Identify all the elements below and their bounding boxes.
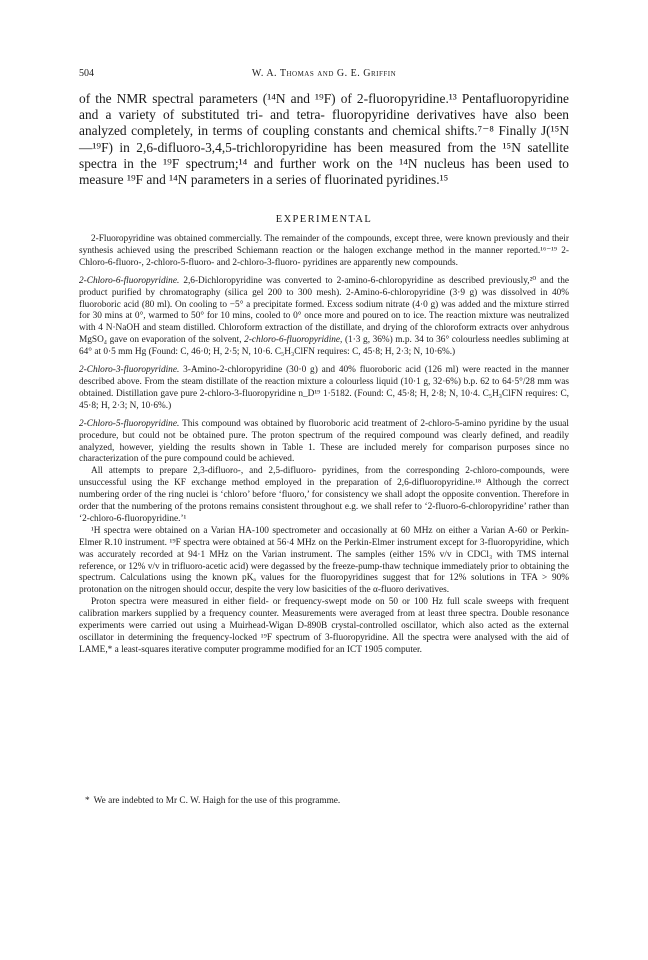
paragraph-2-chloro-6-fluoropyridine bbox=[79, 276, 569, 359]
paragraph-2-chloro-3-fluoropyridine bbox=[79, 365, 569, 413]
footnote-mark: * bbox=[85, 796, 90, 806]
paragraph-text: 2,6-Dichloropyridine was converted to 2-amino-6-chloropyridine as described previously,²⁰ and the product purified by chromatography (silica gel 200 to 300 mesh). 2-Amino-6-chloropyridine (3·9 g) was dissolved in 40% fluoroboric acid (80 ml). On cooling to −5° a precipitate formed. Excess sodium nitrate (4·0 g) was added and the mixture stirred for 30 mins at 0°, warmed to 50° for 10 mins, cooled to 0° once more and poured on to ice. The reaction mixture was neutralized with 4 N·NaOH and steam distilled. Chloroform extraction of the distillate, and drying of the chloroform extracts over anhydrous MgSO₄ gave on evaporation of the solvent, bbox=[79, 275, 569, 346]
page-header bbox=[79, 68, 569, 82]
section-heading: EXPERIMENTAL bbox=[275, 214, 373, 225]
intro-paragraph: of the NMR spectral parameters (¹⁴N and ¹⁹F) of 2-fluoropyridine.¹³ Pentafluoropyridine and a variety of substituted tri- and tetra- fluoropyridine derivatives have also been analyzed completely, in terms of coupling constants and chemical shifts.⁷⁻⁸ Finally J(¹⁵N—¹⁹F) in 2,6-difluoro-3,4,5-trichloropyridine has been measured from the ¹⁵N satellite spectra in the ¹⁹F spectrum;¹⁴ and further work on the ¹⁴N nucleus has been used to measure ¹⁹F and ¹⁴N parameters in a series of fluorinated pyridines.¹⁵ bbox=[79, 91, 569, 188]
experimental-body bbox=[79, 234, 569, 657]
journal-page bbox=[79, 0, 569, 960]
page-number: 504 bbox=[79, 68, 94, 79]
paragraph-difluoro-attempts: All attempts to prepare 2,3-difluoro-, and 2,5-difluoro- pyridines, from the corresponding 2-chloro-compounds, were unsuccessful using the KF exchange method employed in the preparation of 2,6-difluoropyridine.¹⁸ Although the correct numbering order of the ring nuclei is ‘chloro’ before ‘fluoro,’ for consistency we shall adopt the opposite convention. Therefore in order that the numbering of the protons remains consistent throughout e.g. we shall refer to ‘2-fluoro-6-chloropyridine’ rather than ‘2-chloro-6-fluoropyridine.’¹ bbox=[79, 466, 569, 524]
paragraph-text: 3-Amino-2-chloropyridine (30·0 g) and 40% fluoroboric acid (126 ml) were reacted in the manner described above. From the steam distillate of the reaction mixture a colourless liquid (10·1 g, 32·6%) b.p. 62 to 64·5°/28 mm was obtained. Distillation gave pure 2-chloro-3-fluoropyridine n_D¹⁹ 1·5182. (Found: C, 45·8; H, 2·8; N, 10·4. C₅H₃ClFN requires: C, 45·8; H, 2·3; N, 10·6%.) bbox=[79, 365, 569, 411]
compound-title: 2-Chloro-6-fluoropyridine. bbox=[79, 275, 180, 286]
compound-title: 2-Chloro-3-fluoropyridine. bbox=[79, 365, 180, 376]
paragraph-text: (1·3 g, 36%) m.p. 34 to 36° colourless needles subliming at 64° at 0·5 mm Hg (Found: C, 46·0; H, 2·5; N, 10·6. C₅H₃ClFN requires: C, 45·8; H, 2·3; N, 10·6%.) bbox=[79, 335, 569, 358]
compound-title: 2-Chloro-5-fluoropyridine. bbox=[79, 418, 180, 429]
footnote-text: We are indebted to Mr C. W. Haigh for the use of this programme. bbox=[93, 796, 341, 806]
paragraph-text: This compound was obtained by fluoroboric acid treatment of 2-chloro-5-amino pyridine by the usual procedure, but could not be obtained pure. The proton spectrum of the required compound was clearly defined, and readily analyzed, however, yielding the results shown in Table 1. These are included merely for comparison purposes since no characterization of the pure compound could be achieved. bbox=[79, 418, 569, 465]
paragraph-measurements: Proton spectra were measured in either field- or frequency-swept mode on 50 or 100 Hz full scale sweeps with frequent calibration markers supplied by a frequency counter. Measurements were averaged from at least three spectra. Double resonance experiments were carried out using a Muirhead-Wigan D-890B crystal-controlled oscillator, which also acted as the external oscillator in determining the frequency-locked ¹⁹F spectrum of 3-fluoropyridine. All the spectra were analysed with the aid of LAME,* a least-squares iterative computer programme modified for an ICT 1905 computer. bbox=[79, 597, 569, 655]
intro-text bbox=[79, 91, 569, 188]
paragraph-spectrometers: ¹H spectra were obtained on a Varian HA-100 spectrometer and occasionally at 60 MHz on either a Varian A-60 or Perkin-Elmer R.10 instrument. ¹⁹F spectra were obtained at 56·4 MHz on the Perkin-Elmer instrument except for 3-fluoropyridine, which was accurately recorded at 94·1 MHz on the Varian instrument. The samples (either 15% v/v in CDCl₃ with TMS internal reference, or 12% v/v in trifluoro-acetic acid) were degassed by the freeze-pump-thaw technique immediately prior to obtaining the spectrum. Calculations using the known pKₐ values for the fluoropyridines suggest that for 12% solutions in TFA > 90% protonation on the nitrogen should occur, despite the very low basicities of the α-fluoro derivatives. bbox=[79, 525, 569, 596]
footnote bbox=[79, 795, 569, 807]
running-head: W. A. Thomas and G. E. Griffin bbox=[251, 68, 397, 79]
compound-name: 2-chloro-6-fluoropyridine, bbox=[244, 335, 343, 346]
paragraph-2-chloro-5-fluoropyridine bbox=[79, 419, 569, 467]
paragraph-materials: 2-Fluoropyridine was obtained commercially. The remainder of the compounds, except three, were known previously and their synthesis achieved using the prescribed Schiemann reaction or the halogen exchange method in the manner reported.¹⁶⁻¹⁹ 2-Chloro-6-fluoro-, 2-chloro-5-fluoro- and 2-chloro-3-fluoro- pyridines are apparently new compounds. bbox=[79, 234, 569, 268]
